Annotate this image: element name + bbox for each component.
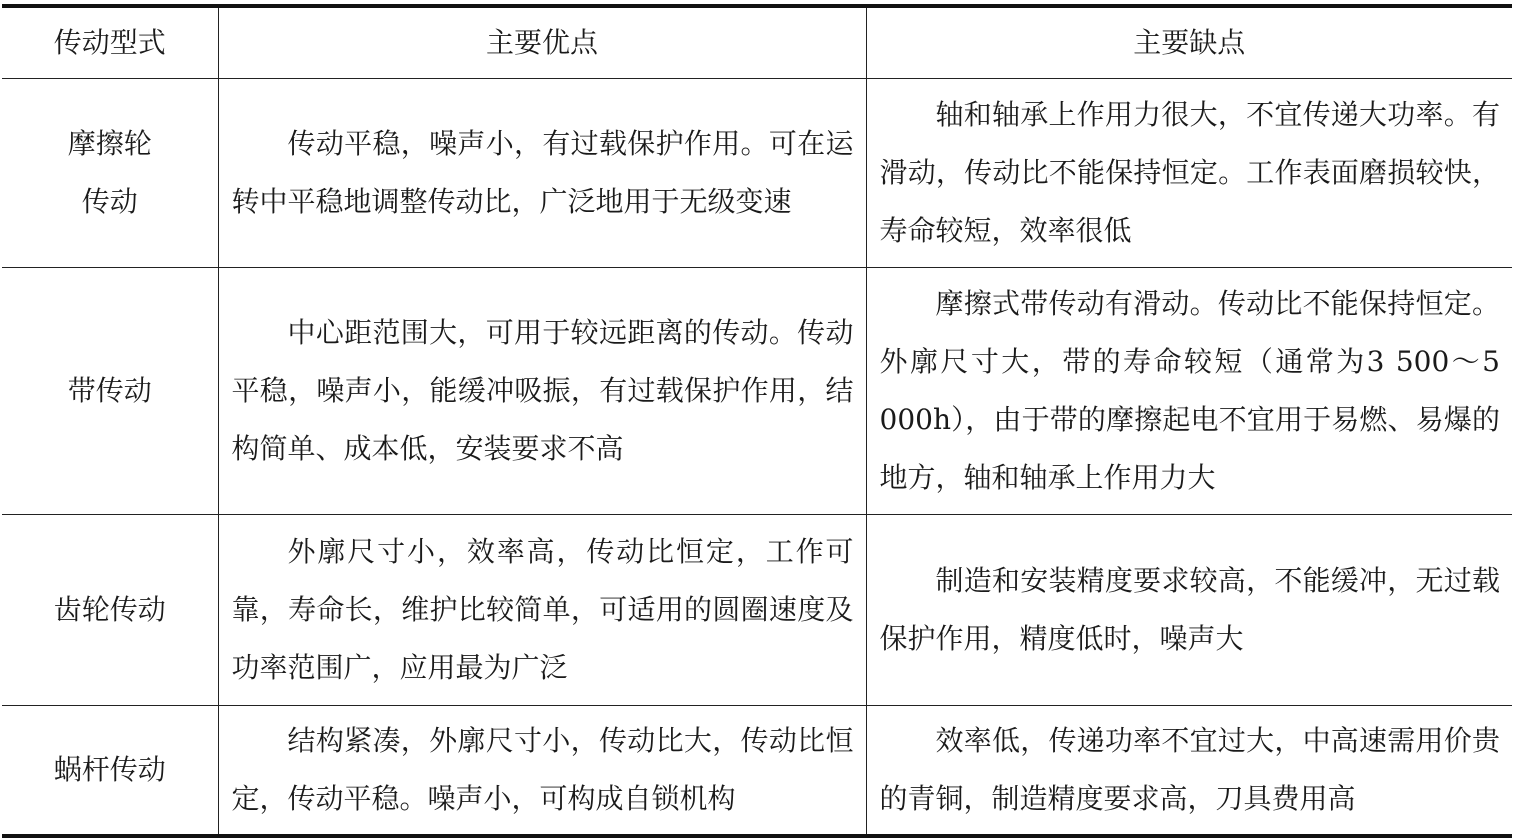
header-disadvantages: 主要缺点 bbox=[866, 6, 1512, 79]
table-row bbox=[2, 79, 1512, 268]
header-advantages: 主要优点 bbox=[218, 6, 866, 79]
disadvantages-cell bbox=[866, 706, 1512, 837]
advantages-cell bbox=[218, 268, 866, 515]
advantages-text: 结构紧凑，外廓尺寸小，传动比大，传动比恒定，传动平稳。噪声小，可构成自锁机构 bbox=[231, 724, 854, 815]
disadvantages-cell bbox=[866, 79, 1512, 268]
advantages-cell bbox=[218, 79, 866, 268]
disadvantages-text: 摩擦式带传动有滑动。传动比不能保持恒定。外廓尺寸大，带的寿命较短（通常为3 500～5 000h），由于带的摩擦起电不宜用于易燃、易爆的地方，轴和轴承上作用力大 bbox=[879, 287, 1500, 494]
type-name-line: 传动 bbox=[81, 185, 138, 218]
table-row bbox=[2, 515, 1512, 706]
type-cell bbox=[2, 79, 218, 268]
advantages-text: 外廓尺寸小，效率高，传动比恒定，工作可靠，寿命长，维护比较简单，可适用的圆圈速度及功率范围广，应用最为广泛 bbox=[231, 535, 854, 684]
table-row bbox=[2, 268, 1512, 515]
header-type: 传动型式 bbox=[2, 6, 218, 79]
type-cell bbox=[2, 268, 218, 515]
disadvantages-text: 轴和轴承上作用力很大，不宜传递大功率。有滑动，传动比不能保持恒定。工作表面磨损较快，寿命较短，效率很低 bbox=[879, 98, 1500, 247]
advantages-text: 传动平稳，噪声小，有过载保护作用。可在运转中平稳地调整传动比，广泛地用于无级变速 bbox=[231, 127, 854, 218]
advantages-cell bbox=[218, 515, 866, 706]
type-name-line: 摩擦轮 bbox=[67, 127, 152, 160]
advantages-cell bbox=[218, 706, 866, 837]
header-row bbox=[2, 6, 1512, 79]
comparison-table bbox=[2, 4, 1512, 838]
table-row bbox=[2, 706, 1512, 837]
type-cell bbox=[2, 706, 218, 837]
type-cell bbox=[2, 515, 218, 706]
advantages-text: 中心距范围大，可用于较远距离的传动。传动平稳，噪声小，能缓冲吸振，有过载保护作用，结构简单、成本低，安装要求不高 bbox=[231, 316, 854, 465]
type-name-line: 带传动 bbox=[67, 374, 152, 407]
disadvantages-text: 效率低，传递功率不宜过大，中高速需用价贵的青铜，制造精度要求高，刀具费用高 bbox=[879, 724, 1500, 815]
type-name-line: 齿轮传动 bbox=[53, 593, 166, 626]
disadvantages-cell bbox=[866, 515, 1512, 706]
disadvantages-text: 制造和安装精度要求较高，不能缓冲，无过载保护作用，精度低时，噪声大 bbox=[879, 564, 1500, 655]
disadvantages-cell bbox=[866, 268, 1512, 515]
type-name-line: 蜗杆传动 bbox=[53, 753, 166, 786]
